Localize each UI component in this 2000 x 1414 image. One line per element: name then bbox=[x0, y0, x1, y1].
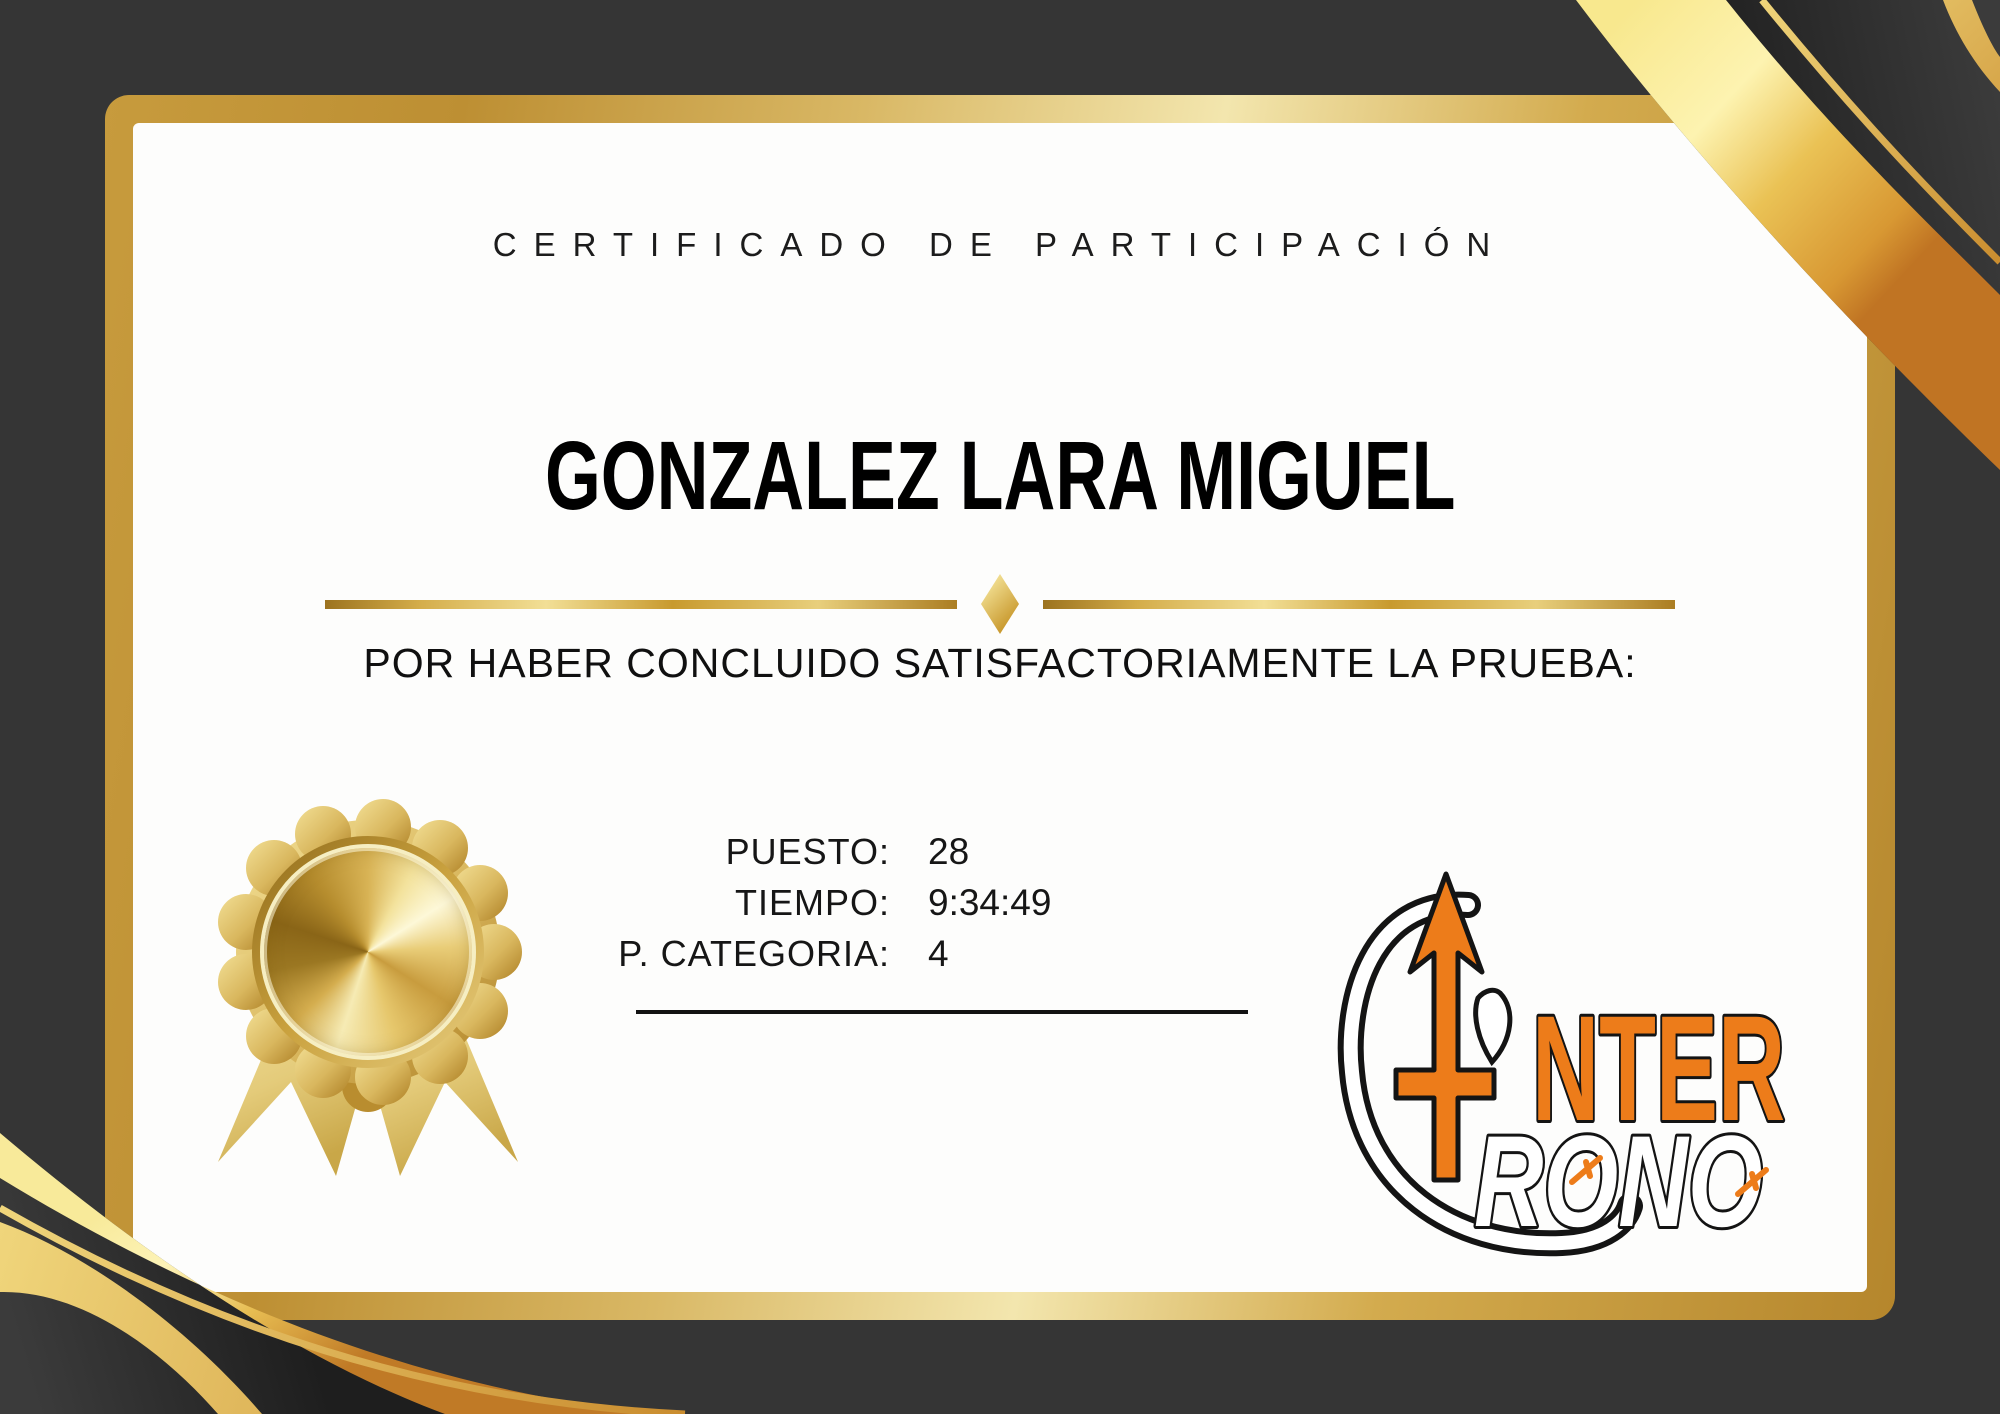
result-label-tiempo: TIEMPO: bbox=[734, 882, 890, 923]
certificate-title: CERTIFICADO DE PARTICIPACIÓN bbox=[492, 226, 1508, 263]
logo-text-rono: RONO bbox=[1474, 1108, 1763, 1255]
result-value-tiempo: 9:34:49 bbox=[928, 882, 1052, 923]
diamond-icon bbox=[981, 574, 1019, 634]
divider-bar-right bbox=[1043, 600, 1675, 609]
logo-leaf-icon bbox=[1476, 990, 1510, 1062]
medal-face bbox=[264, 848, 472, 1056]
signature-line bbox=[636, 1010, 1248, 1014]
result-label-puesto: PUESTO: bbox=[725, 831, 890, 872]
result-value-categoria: 4 bbox=[928, 933, 949, 974]
result-value-puesto: 28 bbox=[928, 831, 970, 872]
recipient-name-row bbox=[0, 420, 2000, 532]
intercrono-logo bbox=[1330, 855, 1830, 1275]
results-table bbox=[560, 826, 1080, 979]
divider-bar-left bbox=[325, 600, 957, 609]
result-label-categoria: P. CATEGORIA: bbox=[618, 933, 890, 974]
certificate-subtitle: POR HABER CONCLUIDO SATISFACTORIAMENTE LA PRUEBA: bbox=[363, 640, 1637, 686]
recipient-name: GONZALEZ LARA MIGUEL bbox=[544, 421, 1456, 530]
logo-text-nter: NTER bbox=[1532, 985, 1786, 1153]
gold-divider bbox=[0, 574, 2000, 634]
